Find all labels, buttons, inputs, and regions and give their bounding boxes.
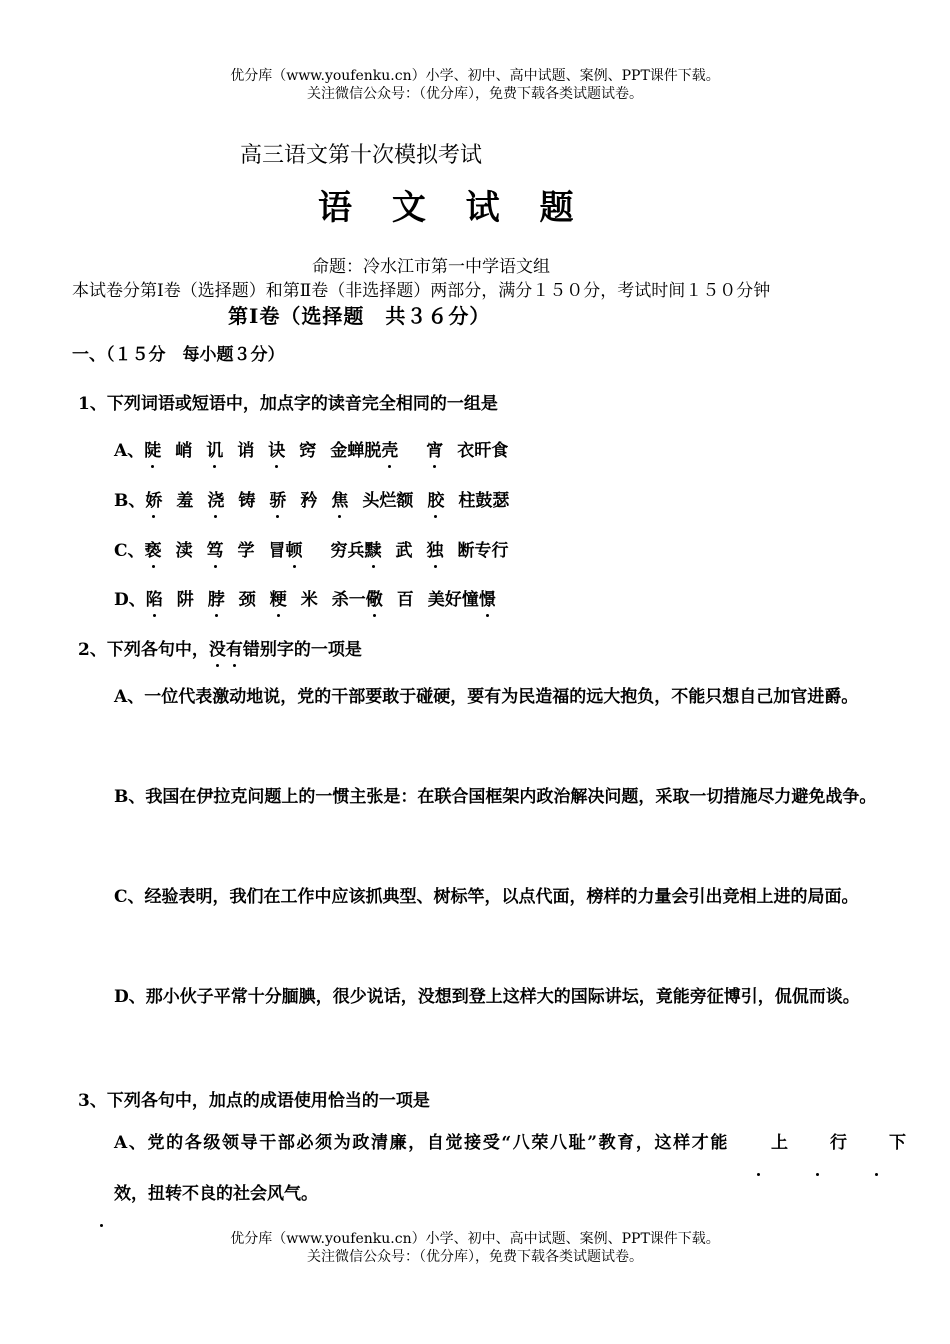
q1-option-b <box>114 486 523 511</box>
dotted-char: 浇 <box>207 486 224 511</box>
q2-option-b: B、我国在伊拉克问题上的一惯主张是：在联合国框架内政治解决问题，采取一切措施尽力避免战争。 <box>114 787 877 807</box>
dotted-char: 陷 <box>146 585 163 610</box>
dotted-char: 笃 <box>207 536 224 561</box>
q1-option-word: 诀 窍 <box>268 441 316 461</box>
q1-option-label: B、 <box>114 491 146 511</box>
q1-option-word: 脖 颈 <box>208 590 256 610</box>
dotted-char: 骄 <box>269 486 286 511</box>
dotted-char: 独 <box>427 536 444 561</box>
q1-option-word: 穷兵黩 武 <box>331 541 413 561</box>
q1-option-word: 陷 阱 <box>146 590 194 610</box>
dotted-char: 宵 <box>426 436 443 461</box>
q2-stem-post: 错别字的一项是 <box>242 640 362 660</box>
q2-option-c: C、经验表明，我们在工作中应该抓典型、树标竿，以点代面，榜样的力量会引出竞相上进的局面。 <box>114 887 859 907</box>
header-line-1: 优分库（www.youfenku.cn）小学、初中、高中试题、案例、PPT课件下载。 <box>230 68 720 84</box>
q2-stem-pre: 2、下列各句中， <box>78 640 209 660</box>
dotted-char: 效 <box>72 1169 131 1220</box>
q1-option-word: 杀一儆 百 <box>332 590 414 610</box>
exam-title: 高三语文第十次模拟考试 <box>240 143 483 168</box>
dotted-char: 下 <box>847 1118 906 1169</box>
dotted-char: 憬 <box>479 585 496 610</box>
q1-option-word: 陡 峭 <box>144 441 192 461</box>
q3-option-a <box>72 1118 906 1220</box>
dotted-char: 壳 <box>381 436 398 461</box>
q1-option-c <box>114 536 523 561</box>
section-one-heading: 一、（１５分 每小题３分） <box>72 345 285 365</box>
q1-option-label: A、 <box>114 441 145 461</box>
dotted-char: 顿 <box>286 536 303 561</box>
q1-option-word: 胶 柱鼓瑟 <box>427 491 509 511</box>
dotted-char: 粳 <box>270 585 287 610</box>
q2-option-d: D、那小伙子平常十分腼腆，很少说话，没想到登上这样大的国际讲坛，竟能旁征博引，侃侃而谈。 <box>114 987 860 1007</box>
footer-line-2: 关注微信公众号：（优分库），免费下载各类试题试卷。 <box>307 1249 643 1265</box>
q1-option-word: 焦 头烂额 <box>331 491 413 511</box>
q1-option-word: 亵 渎 <box>145 541 193 561</box>
q1-option-word: 笃 学 <box>207 541 255 561</box>
dotted-char: 陡 <box>144 436 161 461</box>
dotted-char: 焦 <box>331 486 348 511</box>
q1-option-word: 独 断专行 <box>427 541 509 561</box>
q1-option-word: 骄 矜 <box>269 491 317 511</box>
q2-option-a: A、一位代表激动地说，党的干部要敢于碰硬，要有为民造福的远大抱负，不能只想自己加官进爵。 <box>114 687 859 707</box>
q1-option-word: 宵 衣旰食 <box>426 441 508 461</box>
dotted-char: 黩 <box>365 536 382 561</box>
exam-author: 命题：冷水江市第一中学语文组 <box>312 257 550 277</box>
q1-option-word: 金蝉脱壳 <box>330 441 412 461</box>
q1-stem: 1、下列词语或短语中，加点字的读音完全相同的一组是 <box>78 394 498 414</box>
dotted-char: 有 <box>226 635 243 660</box>
exam-intro: 本试卷分第Ⅰ卷（选择题）和第Ⅱ卷（非选择题）两部分，满分１５０分，考试时间１５０分钟 <box>72 281 771 301</box>
q1-option-word: 浇 铸 <box>207 491 255 511</box>
dotted-char: 娇 <box>145 486 162 511</box>
q1-option-word: 冒顿 <box>269 541 317 561</box>
q1-option-a <box>114 436 522 461</box>
header-line-2: 关注微信公众号：（优分库），免费下载各类试题试卷。 <box>307 86 643 102</box>
q1-option-word: 粳 米 <box>270 590 318 610</box>
q1-option-word: 娇 羞 <box>145 491 193 511</box>
dotted-char: 胶 <box>427 486 444 511</box>
q2-stem-dotted <box>209 640 243 660</box>
part-one-heading: 第Ⅰ卷（选择题 共３６分） <box>228 304 491 328</box>
q3-option-a-pre: A、党的各级领导干部必须为政清廉，自觉接受“八荣八耻”教育，这样才能 <box>114 1133 729 1153</box>
exam-subject: 语 文 试 题 <box>318 188 588 228</box>
dotted-char: 儆 <box>366 585 383 610</box>
q3-option-a-post: ，扭转不良的社会风气。 <box>131 1184 318 1204</box>
q1-option-word: 讥 诮 <box>206 441 254 461</box>
dotted-char: 诀 <box>268 436 285 461</box>
q1-option-label: D、 <box>114 590 146 610</box>
dotted-char: 脖 <box>208 585 225 610</box>
dotted-char: 上 <box>729 1118 788 1169</box>
dotted-char: 行 <box>788 1118 847 1169</box>
footer-line-1: 优分库（www.youfenku.cn）小学、初中、高中试题、案例、PPT课件下载。 <box>230 1231 720 1247</box>
dotted-char: 没 <box>209 635 226 660</box>
q1-option-label: C、 <box>114 541 145 561</box>
q1-option-word: 美好憧憬 <box>428 590 510 610</box>
dotted-char: 讥 <box>206 436 223 461</box>
q2-stem <box>78 635 362 660</box>
q3-stem: 3、下列各句中，加点的成语使用恰当的一项是 <box>78 1091 430 1111</box>
dotted-char: 亵 <box>145 536 162 561</box>
q1-option-d <box>114 585 524 610</box>
